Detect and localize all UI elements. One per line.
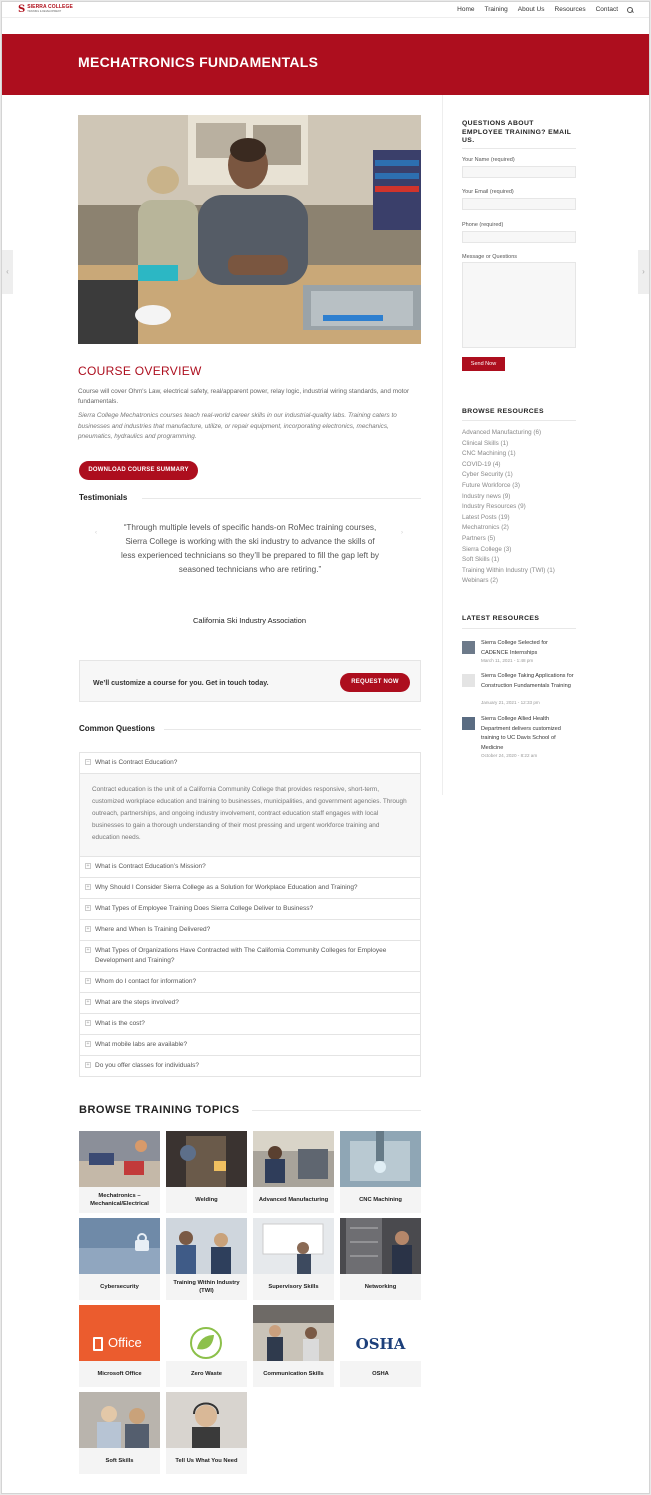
resource-link[interactable]: Mechatronics (2) bbox=[462, 524, 509, 532]
resource-link[interactable]: Partners (5) bbox=[462, 534, 496, 542]
search-icon[interactable] bbox=[625, 5, 635, 15]
plus-icon: + bbox=[86, 863, 90, 869]
topic-tile-tell-us-what-you-need[interactable] bbox=[166, 1392, 247, 1474]
topic-tile-twi[interactable] bbox=[166, 1218, 247, 1300]
faq-item[interactable] bbox=[80, 1013, 420, 1034]
topic-label: Communication Skills bbox=[263, 1371, 324, 1377]
post-date: March 11, 2021 - 1:48 pm bbox=[481, 658, 534, 663]
plus-icon: + bbox=[86, 905, 90, 911]
testimonial-quote: “Through multiple levels of specific hands-on RoMec training courses, Sierra College is working with the ski industry to advance the skills of less experienced technicians so they’ll be prepared to fill the gap left by seasoned technicians who are retiring.” bbox=[120, 523, 380, 574]
email-field[interactable] bbox=[462, 198, 576, 210]
latest-resource-item[interactable] bbox=[462, 672, 577, 708]
osha-logo: OSHA bbox=[355, 1335, 406, 1353]
plus-icon: + bbox=[86, 1062, 90, 1068]
name-label: Your Name (required) bbox=[462, 157, 515, 163]
faq-question: What mobile labs are available? bbox=[95, 1041, 188, 1048]
faq-item[interactable] bbox=[80, 940, 420, 971]
faq-accordion bbox=[79, 752, 421, 1077]
topic-image bbox=[340, 1305, 421, 1361]
page-title: MECHATRONICS FUNDAMENTALS bbox=[78, 54, 319, 70]
resource-link[interactable]: Training Within Industry (TWI) (1) bbox=[462, 566, 555, 574]
browse-topics-heading: BROWSE TRAINING TOPICS bbox=[79, 1104, 240, 1116]
resource-link[interactable]: Industry Resources (9) bbox=[462, 503, 526, 511]
sidebar-divider bbox=[442, 95, 443, 795]
title-banner bbox=[2, 34, 650, 95]
testimonial-next-icon[interactable]: › bbox=[401, 530, 403, 536]
phone-label: Phone (required) bbox=[462, 222, 504, 228]
course-hero-image bbox=[78, 115, 421, 344]
zero-waste-logo-icon bbox=[166, 1305, 247, 1361]
logo-subtitle: TRAINING & DEVELOPMENT bbox=[27, 10, 62, 13]
topic-tile-mechatronics[interactable] bbox=[79, 1131, 160, 1213]
office-logo-text: Office bbox=[108, 1335, 142, 1350]
divider bbox=[462, 628, 576, 629]
browse-resources-title: BROWSE RESOURCES bbox=[462, 408, 544, 415]
name-field[interactable] bbox=[462, 166, 576, 178]
topic-image bbox=[79, 1305, 160, 1361]
download-course-summary-button[interactable]: DOWNLOAD COURSE SUMMARY bbox=[79, 461, 198, 480]
contact-form-title: QUESTIONS ABOUT EMPLOYEE TRAINING? EMAIL US. bbox=[462, 120, 572, 144]
topic-tile-cybersecurity[interactable] bbox=[79, 1218, 160, 1300]
topic-label: Mechatronics – Mechanical/Electrical bbox=[90, 1193, 149, 1207]
plus-icon: + bbox=[86, 926, 90, 932]
send-now-button[interactable]: Send Now bbox=[462, 357, 505, 371]
faq-item[interactable] bbox=[80, 1034, 420, 1055]
course-overview-heading: COURSE OVERVIEW bbox=[78, 364, 202, 378]
message-field[interactable] bbox=[462, 262, 576, 348]
chevron-left-icon: ‹ bbox=[6, 267, 9, 276]
course-description: Course will cover Ohm's Law, electrical safety, real/apparent power, relay logic, industrial wiring standards, and motor fundamentals. bbox=[78, 388, 410, 405]
resource-link[interactable]: Future Workforce (3) bbox=[462, 481, 520, 489]
request-now-button[interactable]: REQUEST NOW bbox=[340, 673, 410, 692]
faq-question: What is the cost? bbox=[95, 1020, 145, 1027]
sierra-college-logo[interactable] bbox=[18, 5, 73, 16]
chevron-right-icon: › bbox=[642, 267, 645, 276]
topic-tile-networking[interactable] bbox=[340, 1218, 421, 1300]
post-title[interactable]: Sierra College Allied Health Department delivers customized training to UC Davis School of Medicine bbox=[481, 716, 561, 751]
top-navigation-bar bbox=[2, 2, 650, 18]
faq-question: Why Should I Consider Sierra College as a Solution for Workplace Education and Training? bbox=[95, 884, 358, 891]
minus-icon: – bbox=[86, 759, 90, 765]
faq-item[interactable] bbox=[80, 856, 420, 877]
phone-field[interactable] bbox=[462, 231, 576, 243]
testimonial-author: California Ski Industry Association bbox=[193, 616, 306, 625]
resource-link[interactable]: Industry news (9) bbox=[462, 492, 511, 500]
topic-image bbox=[253, 1218, 334, 1274]
topic-image bbox=[166, 1305, 247, 1361]
latest-resources-title: LATEST RESOURCES bbox=[462, 615, 540, 622]
email-label: Your Email (required) bbox=[462, 189, 514, 195]
resource-link[interactable]: Soft Skills (1) bbox=[462, 556, 500, 564]
topic-image bbox=[340, 1218, 421, 1274]
plus-icon: + bbox=[86, 1041, 90, 1047]
faq-question: What are the steps involved? bbox=[95, 999, 179, 1006]
topic-tile-microsoft-office[interactable] bbox=[79, 1305, 160, 1387]
common-questions-heading: Common Questions bbox=[79, 724, 156, 733]
faq-question: What Types of Employee Training Does Sierra College Deliver to Business? bbox=[95, 905, 314, 912]
callout-text: We’ll customize a course for you. Get in touch today. bbox=[93, 680, 269, 687]
post-date: January 21, 2021 - 12:33 pm bbox=[481, 700, 540, 705]
next-page-arrow[interactable] bbox=[638, 250, 649, 294]
divider bbox=[252, 1110, 421, 1111]
resource-link[interactable]: Webinars (2) bbox=[462, 577, 498, 585]
topic-tile-communication-skills[interactable] bbox=[253, 1305, 334, 1387]
topic-label: OSHA bbox=[372, 1371, 389, 1377]
post-thumbnail bbox=[462, 674, 475, 687]
testimonials-heading: Testimonials bbox=[79, 493, 128, 502]
faq-item[interactable] bbox=[80, 992, 420, 1013]
faq-item[interactable] bbox=[80, 919, 420, 940]
faq-question: What is Contract Education? bbox=[95, 759, 178, 766]
divider bbox=[462, 420, 576, 421]
post-title[interactable]: Sierra College Selected for CADENCE Internships bbox=[481, 640, 548, 656]
topic-label: Soft Skills bbox=[105, 1458, 134, 1464]
plus-icon: + bbox=[86, 884, 90, 890]
resource-link[interactable]: Sierra College (3) bbox=[462, 545, 512, 553]
resource-link[interactable]: Advanced Manufacturing (6) bbox=[462, 429, 542, 436]
plus-icon: + bbox=[86, 947, 90, 953]
main-nav bbox=[452, 5, 635, 15]
latest-resource-item[interactable] bbox=[462, 715, 577, 761]
resource-link[interactable]: CNC Machining (1) bbox=[462, 450, 516, 458]
plus-icon: + bbox=[86, 999, 90, 1005]
post-thumbnail bbox=[462, 641, 475, 654]
faq-item-open[interactable] bbox=[80, 753, 420, 773]
faq-question: Do you offer classes for individuals? bbox=[95, 1062, 199, 1069]
nav-resources[interactable]: Resources bbox=[554, 6, 586, 13]
resource-link[interactable]: Latest Posts (19) bbox=[462, 513, 510, 521]
faq-question: What is Contract Education’s Mission? bbox=[95, 863, 206, 870]
topic-image bbox=[340, 1131, 421, 1187]
topic-tile-cnc-machining[interactable] bbox=[340, 1131, 421, 1213]
nav-about-us[interactable]: About Us bbox=[517, 6, 545, 13]
prev-page-arrow[interactable] bbox=[2, 250, 13, 294]
nav-training[interactable]: Training bbox=[484, 6, 508, 13]
divider bbox=[164, 729, 421, 730]
plus-icon: + bbox=[86, 1020, 90, 1026]
faq-item[interactable] bbox=[80, 877, 420, 898]
message-label: Message or Questions bbox=[462, 254, 518, 260]
divider bbox=[462, 148, 576, 149]
nav-home[interactable]: Home bbox=[457, 6, 475, 13]
faq-question: What Types of Organizations Have Contracted with The California Community Colleges for Employee Development and Training? bbox=[95, 947, 387, 964]
topic-label: Supervisory Skills bbox=[268, 1284, 319, 1290]
topic-label: Tell Us What You Need bbox=[175, 1458, 238, 1464]
topic-tile-soft-skills[interactable] bbox=[79, 1392, 160, 1474]
resources-list bbox=[462, 428, 582, 587]
topic-image bbox=[166, 1218, 247, 1274]
topic-label: Networking bbox=[364, 1284, 397, 1290]
topic-tile-advanced-manufacturing[interactable] bbox=[253, 1131, 334, 1213]
faq-answer: Contract education is the unit of a California Community College that provides responsive, short-term, customized workplace education and training to businesses, municipalities, and government agencies. Through outreach, partnerships, and ongoing industry involvement, contract education staff engages with local businesses to gain a thorough understanding of their most pressing and urgent workforce training and education needs. bbox=[80, 773, 420, 856]
topic-tile-zero-waste[interactable] bbox=[166, 1305, 247, 1387]
topic-label: Zero Waste bbox=[190, 1371, 223, 1377]
topic-label: Welding bbox=[195, 1197, 218, 1203]
topic-image bbox=[79, 1131, 160, 1187]
topic-tile-supervisory-skills[interactable] bbox=[253, 1218, 334, 1300]
topic-tile-osha[interactable] bbox=[340, 1305, 421, 1387]
topic-image bbox=[166, 1392, 247, 1448]
custom-course-callout bbox=[79, 660, 421, 702]
faq-item[interactable] bbox=[80, 971, 420, 992]
topic-label: Training Within Industry (TWI) bbox=[173, 1280, 240, 1294]
divider bbox=[142, 498, 421, 499]
topic-image bbox=[253, 1305, 334, 1361]
resource-link[interactable]: Clinical Skills (1) bbox=[462, 439, 509, 447]
logo-mark: S bbox=[18, 4, 26, 15]
logo-name: SIERRA COLLEGE bbox=[27, 4, 73, 10]
course-context-text: Sierra College Mechatronics courses teach real-world career skills in our industrial-quality labs. Training caters to businesses and industries that manufacture, utilize, or repair equipment, incorporating electronics, mechanics, pneumatics, hydraulics and programming. bbox=[78, 412, 397, 440]
post-thumbnail bbox=[462, 717, 475, 730]
faq-question: Where and When Is Training Delivered? bbox=[95, 926, 211, 933]
topic-image bbox=[253, 1131, 334, 1187]
topic-label: Microsoft Office bbox=[97, 1371, 142, 1377]
topic-image bbox=[79, 1392, 160, 1448]
page-frame bbox=[1, 1, 650, 1494]
plus-icon: + bbox=[86, 978, 90, 984]
resource-link[interactable]: COVID-19 (4) bbox=[462, 460, 501, 468]
faq-question: Whom do I contact for information? bbox=[95, 978, 197, 985]
topic-image bbox=[166, 1131, 247, 1187]
post-date: October 24, 2020 - 8:22 am bbox=[481, 753, 538, 758]
faq-item[interactable] bbox=[80, 898, 420, 919]
faq-item[interactable] bbox=[80, 1055, 420, 1076]
resource-link[interactable]: Cyber Security (1) bbox=[462, 471, 513, 479]
nav-contact[interactable]: Contact bbox=[595, 6, 618, 13]
post-title[interactable]: Sierra College Taking Applications for Construction Fundamentals Training bbox=[481, 673, 574, 689]
topic-image bbox=[79, 1218, 160, 1274]
testimonial-prev-icon[interactable]: ‹ bbox=[95, 530, 97, 536]
topic-label: CNC Machining bbox=[359, 1197, 402, 1203]
topic-label: Advanced Manufacturing bbox=[258, 1197, 329, 1203]
topic-tile-welding[interactable] bbox=[166, 1131, 247, 1213]
office-logo-icon bbox=[93, 1337, 103, 1351]
latest-resource-item[interactable] bbox=[462, 639, 577, 665]
topic-label: Cybersecurity bbox=[100, 1284, 139, 1290]
